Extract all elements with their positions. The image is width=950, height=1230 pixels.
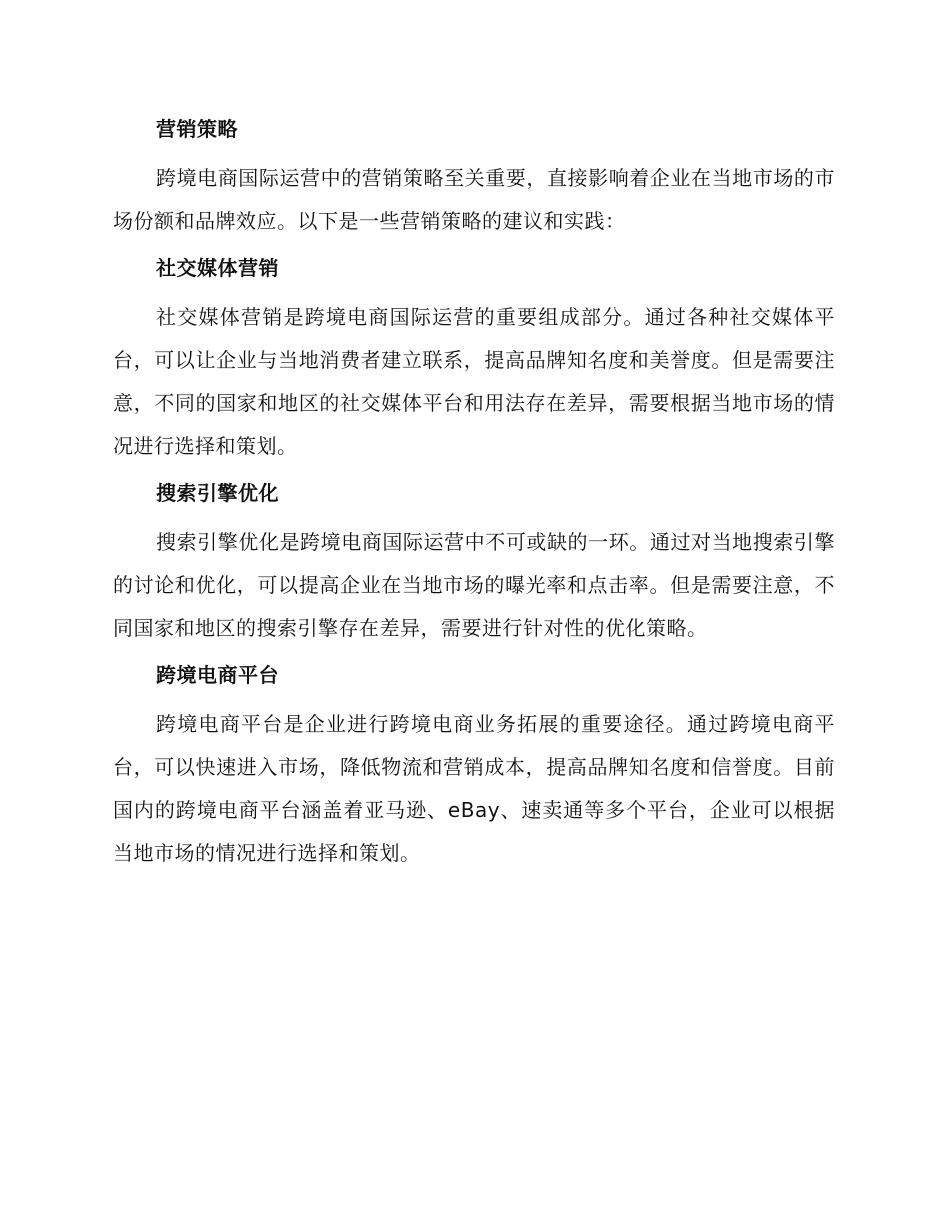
section-paragraph-seo: 搜索引擎优化是跨境电商国际运营中不可或缺的一环。通过对当地搜索引擎的讨论和优化，可以提高企业在当地市场的曝光率和点击率。但是需要注意，不同国家和地区的搜索引擎存在差异，需要进行针对性的优化策略。 bbox=[113, 530, 835, 640]
section-heading-cross-border-platforms: 跨境电商平台 bbox=[156, 663, 279, 687]
section-paragraph-cross-border-platforms: 跨境电商平台是企业进行跨境电商业务拓展的重要途径。通过跨境电商平台，可以快速进入市场，降低物流和营销成本，提高品牌知名度和信誉度。目前国内的跨境电商平台涵盖着亚马逊、eBay、速卖通等多个平台，企业可以根据当地市场的情况进行选择和策划。 bbox=[113, 712, 835, 865]
section-paragraph-marketing-strategy: 跨境电商国际运营中的营销策略至关重要，直接影响着企业在当地市场的市场份额和品牌效应。以下是一些营销策略的建议和实践： bbox=[113, 166, 835, 233]
section-paragraph-social-media-marketing: 社交媒体营销是跨境电商国际运营的重要组成部分。通过各种社交媒体平台，可以让企业与当地消费者建立联系，提高品牌知名度和美誉度。但是需要注意，不同的国家和地区的社交媒体平台和用法存在差异，需要根据当地市场的情况进行选择和策划。 bbox=[113, 305, 835, 458]
section-heading-seo: 搜索引擎优化 bbox=[156, 481, 279, 505]
document-body bbox=[113, 112, 835, 875]
section-heading-social-media-marketing: 社交媒体营销 bbox=[156, 256, 279, 280]
section-heading-marketing-strategy: 营销策略 bbox=[156, 117, 238, 141]
